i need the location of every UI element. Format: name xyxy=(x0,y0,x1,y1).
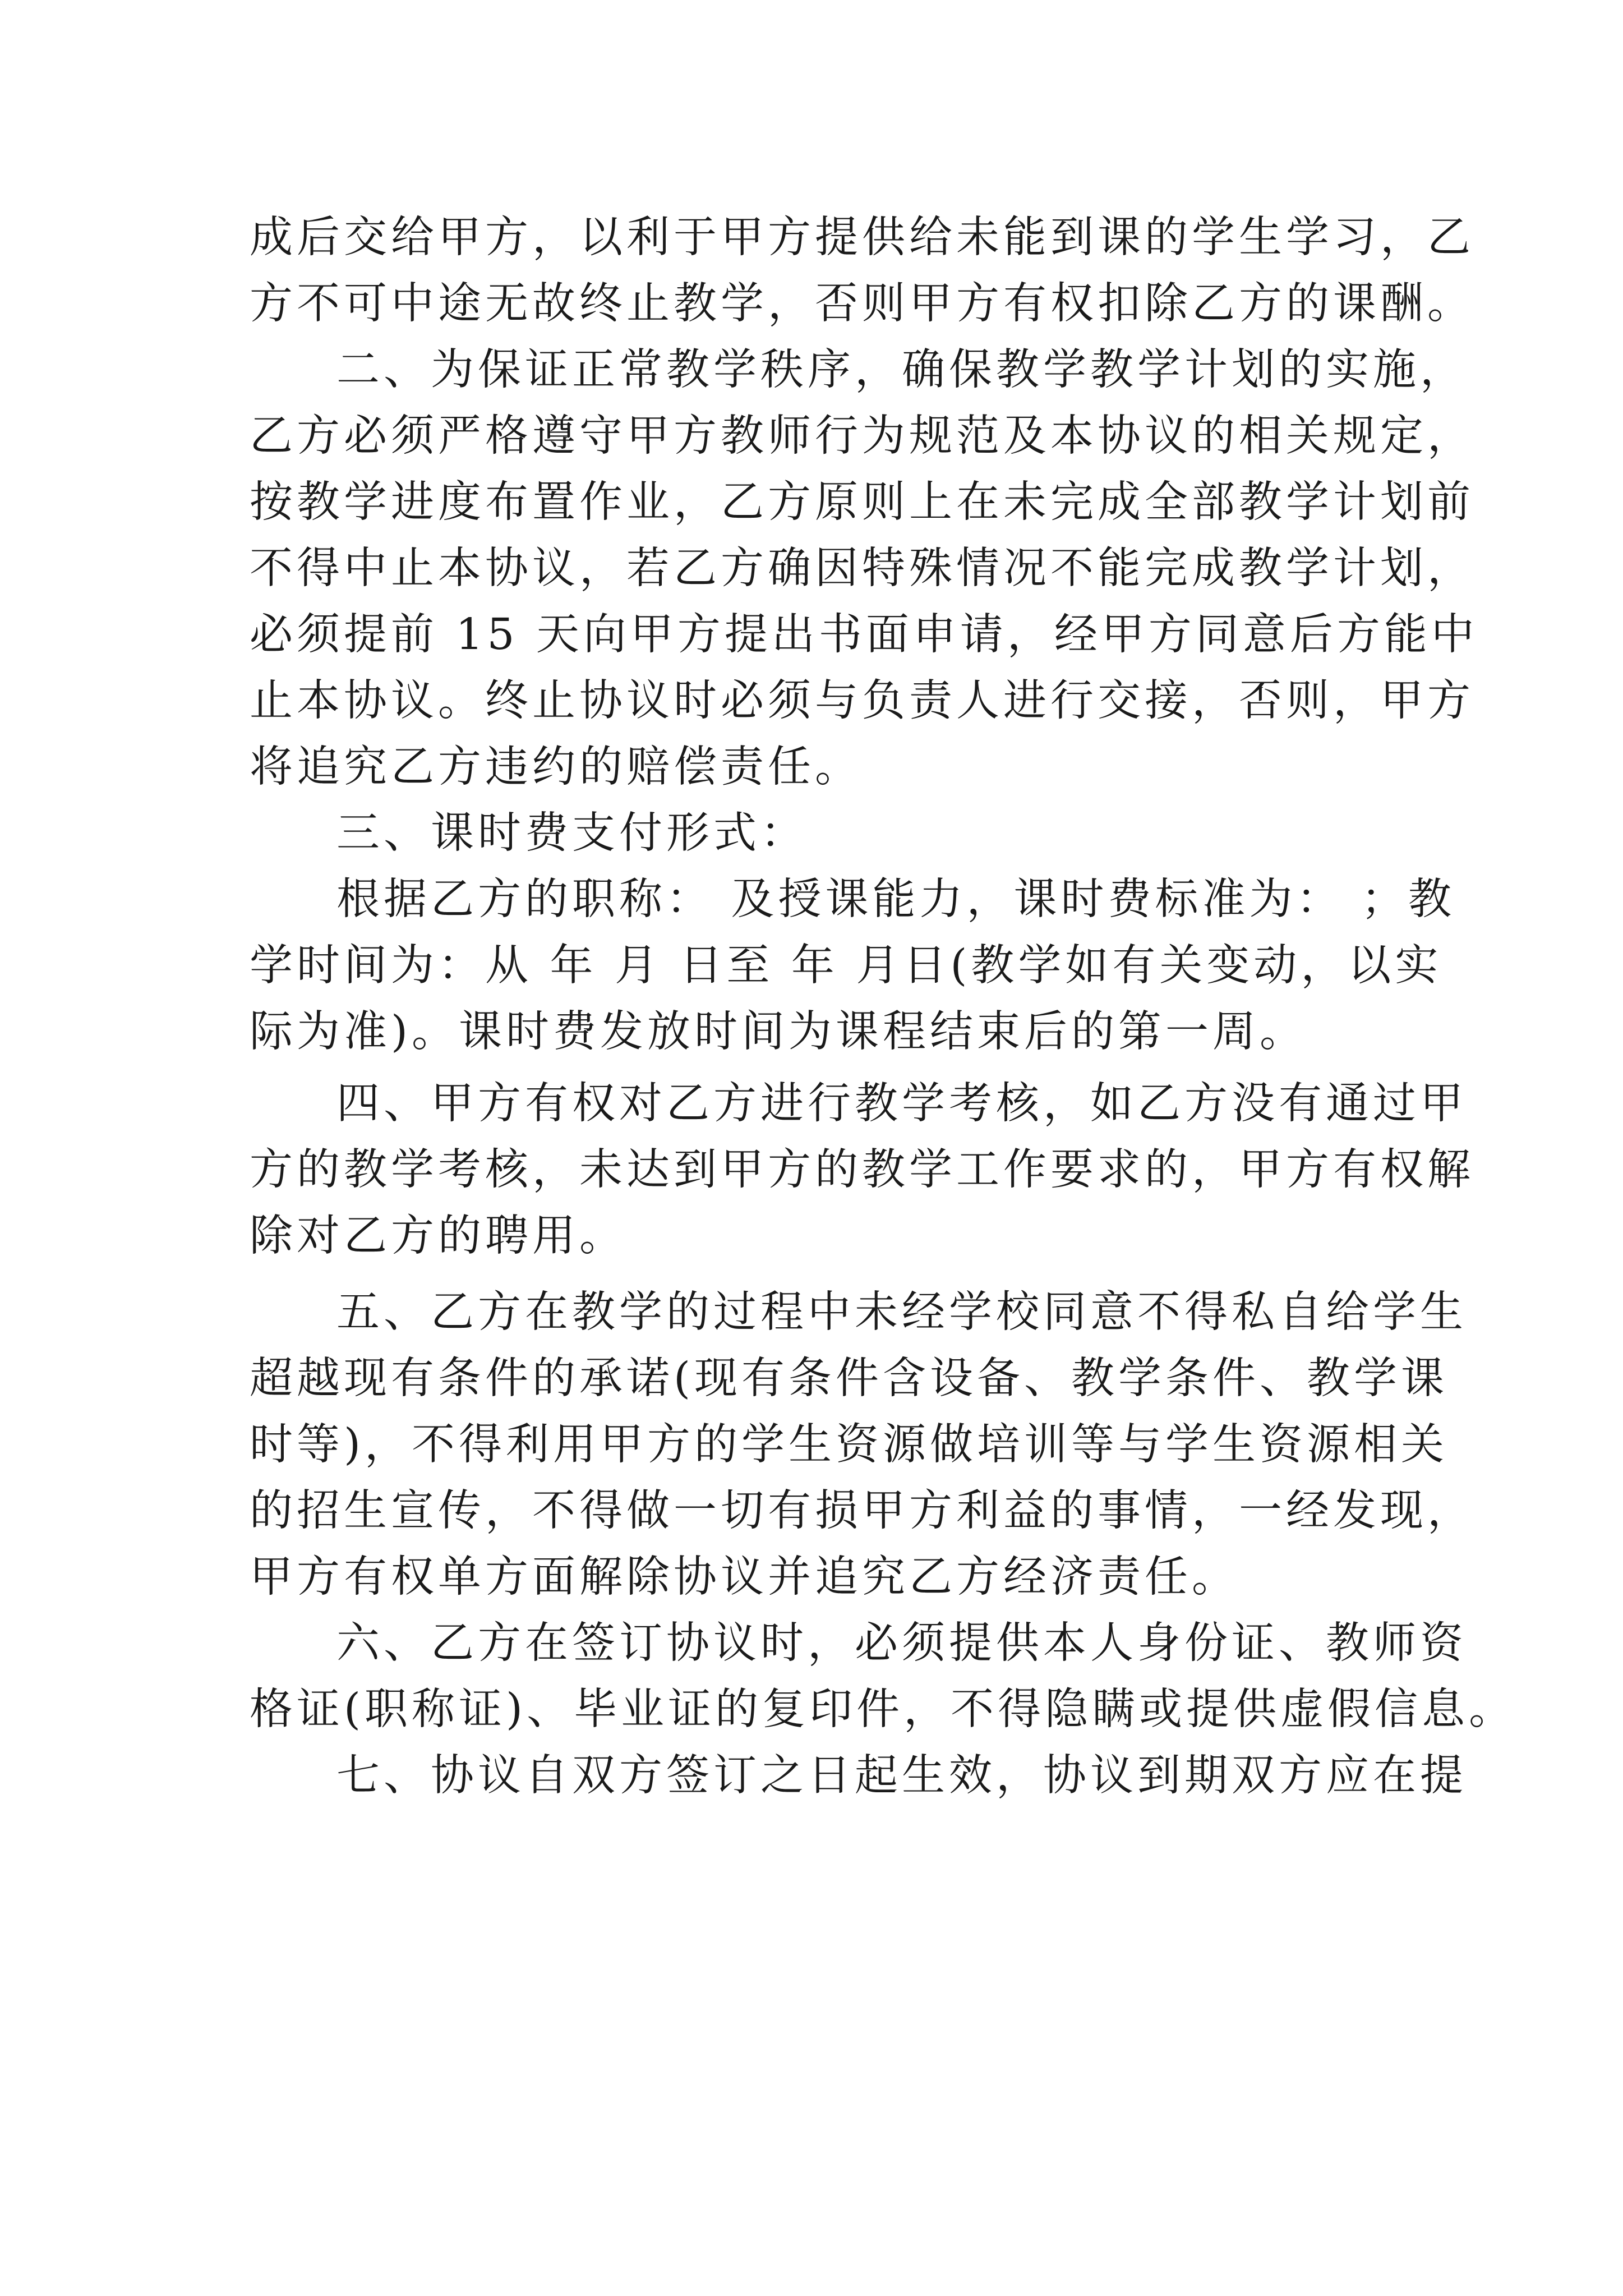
body-line: 将追究乙方违约的赔偿责任。 xyxy=(250,742,862,792)
clause-3-heading: 三、课时费支付形式： xyxy=(336,808,808,858)
body-line: 的招生宣传，不得做一切有损甲方利益的事情，一经发现， xyxy=(250,1486,1474,1536)
clause-6-line: 六、乙方在签订协议时，必须提供本人身份证、教师资 xyxy=(336,1618,1467,1668)
body-line: 超越现有条件的承诺(现有条件含设备、教学条件、教学课 xyxy=(250,1354,1449,1404)
body-line: 必须提前 15 天向甲方提出书面申请，经甲方同意后方能中 xyxy=(250,610,1478,660)
contract-body xyxy=(250,205,1516,1809)
body-line: 方的教学考核，未达到甲方的教学工作要求的，甲方有权解 xyxy=(250,1145,1474,1195)
body-line: 按教学进度布置作业，乙方原则上在未完成全部教学计划前 xyxy=(250,477,1474,527)
body-line: 时等)，不得利用甲方的学生资源做培训等与学生资源相关 xyxy=(250,1420,1449,1470)
body-line: 际为准)。课时费发放时间为课程结束后的第一周。 xyxy=(250,1007,1307,1057)
body-line: 止本协议。终止协议时必须与负责人进行交接，否则，甲方 xyxy=(250,676,1474,726)
clause-7-line: 七、协议自双方签订之日起生效，协议到期双方应在提 xyxy=(336,1751,1467,1801)
body-line: 不得中止本协议，若乙方确因特殊情况不能完成教学计划， xyxy=(250,544,1474,593)
body-line: 学时间为：从 年 月 日至 年 月日(教学如有关变动，以实 xyxy=(250,941,1442,991)
clause-4-line: 四、甲方有权对乙方进行教学考核，如乙方没有通过甲 xyxy=(336,1079,1467,1129)
clause-2-line: 二、为保证正常教学秩序，确保教学教学计划的实施， xyxy=(336,345,1467,395)
body-line: 乙方必须严格遵守甲方教师行为规范及本协议的相关规定， xyxy=(250,411,1474,461)
body-line: 方不可中途无故终止教学，否则甲方有权扣除乙方的课酬。 xyxy=(250,279,1474,329)
body-line: 格证(职称证)、毕业证的复印件，不得隐瞒或提供虚假信息。 xyxy=(250,1685,1516,1734)
clause-3-line: 根据乙方的职称： 及授课能力，课时费标准为： ；教 xyxy=(336,875,1455,924)
body-line: 除对乙方的聘用。 xyxy=(250,1211,626,1261)
body-line: 甲方有权单方面解除协议并追究乙方经济责任。 xyxy=(250,1552,1239,1602)
clause-5-line: 五、乙方在教学的过程中未经学校同意不得私自给学生 xyxy=(336,1287,1467,1337)
body-line: 成后交给甲方，以利于甲方提供给未能到课的学生学习，乙 xyxy=(250,213,1474,263)
